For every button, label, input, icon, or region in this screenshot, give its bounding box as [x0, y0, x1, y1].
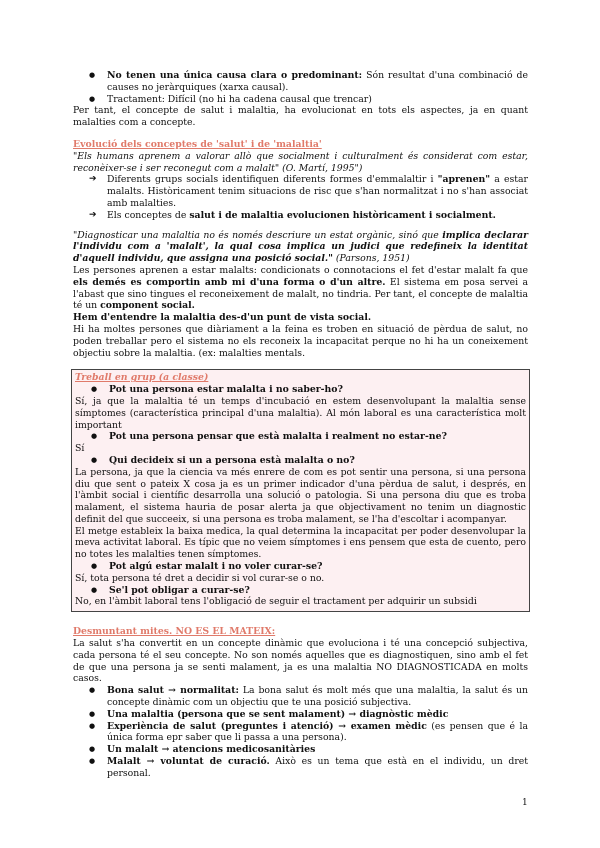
list-item: ● Una malaltia (persona que se sent malament) → diagnòstic mèdic: [73, 709, 528, 721]
section-heading-evolucio: Evolució dels conceptes de 'salut' i de 'malaltia': [73, 138, 322, 150]
quote-marti: "Els humans aprenem a valorar allò que socialment i culturalment és considerat com estar, reconèixer-se i ser reconegut com a malalt" (O. Martí, 1995"): [73, 150, 528, 174]
list-item: ● Tractament: Difícil (no hi ha cadena causal que trencar): [73, 94, 528, 106]
section-heading-mites: Desmuntant mites. NO ES EL MATEIX:: [73, 626, 276, 638]
answer: Sí, tota persona té dret a decidir si vol curar-se o no.: [75, 572, 325, 584]
question: ● Pot algú estar malalt i no voler curar-se?: [75, 561, 526, 573]
page-content: [73, 70, 528, 780]
paragraph-treball: Hi ha moltes persones que diàriament a la feina es troben en situació de pèrdua de salut, no poden treballar pero el sistema no els reconeix la incapacitat perque no hi ha un coneixement objectiu sobre la malaltia. (ex: malalties mentals.: [73, 323, 528, 359]
question: ● Pot una persona pensar que està malalta i realment no estar-ne?: [75, 431, 526, 443]
page-number: 1: [522, 798, 528, 808]
question: ● Qui decideix si un a persona està malalta o no?: [75, 455, 526, 467]
question: ● Se'l pot obligar a curar-se?: [75, 585, 526, 597]
list-item: ● Un malalt → atencions medicosanitàries: [73, 744, 528, 756]
list-item: ➔ Els conceptes de salut i de malaltia evolucionen històricament i socialment.: [73, 210, 528, 222]
qa-list: [75, 384, 526, 396]
conclusion-paragraph: Per tant, el concepte de salut i malaltia, ha evolucionat en tots els aspectes, ja en quant malalties com a concepte.: [73, 105, 528, 129]
paragraph-salut-dinamica: La salut s'ha convertit en un concepte dinàmic que evoluciona i té una concepció subjectiva, cada persona té el seu concepte. No son només aquelles que es diagnostiquen, sino amb el fet de que una persona ja se senti malament, ja es una malaltia NO DIAGNOSTICADA en molts casos.: [73, 638, 528, 685]
answer: No, en l'àmbit laboral tens l'obligació de seguir el tractament per adquirir un subsidi: [75, 596, 477, 608]
paragraph-aprenen: Les persones aprenen a estar malalts: condicionats o connotacions el fet d'estar malalt fa que els demés es comportin amb mi d'una forma o d'un altre. El sistema em posa servei a l'abast que sino tingues el reconeixement de malalt, no tindria. Per tant, el concepte de malaltia té un component social.: [73, 264, 528, 312]
answer: Sí: [75, 443, 85, 455]
bold-statement: Hem d'entendre la malaltia des-d'un punt de vista social.: [73, 312, 372, 324]
arrow-list: [73, 174, 528, 221]
answer: La persona, ja que la ciencia va més enrere de com es pot sentir una persona, si una persona diu que sent o pateix X cosa ja es un primer indicador d'una pèrdua de salut, i després, en l'àmbit social i científic desarrolla una solució o patologia. Si una persona diu que es troba malament, el sistema hauria de posar alerta ja que objectivament no tenim un diagnostic definit del que succeeix, si una persona es troba malament, se l'ha d'escoltar i acompanyar. El metge estableix la baixa medica, la qual determina la incapacitat per poder desenvolupar la meva activitat laboral. Es típic que no veiem símptomes i ens pensem que esta de cuento, pero no totes les malalties tenen símptomes.: [75, 466, 526, 561]
list-item: ➔ Diferents grups socials identifiquen diferents formes d'emmalaltir i "aprenen" a estar malalts. Històricament tenim situacions de risc que s'han normalitzat i no s'han associat amb malalties.: [73, 174, 528, 209]
top-bullet-list: [73, 70, 528, 105]
box-title: Treball en grup (a classe): [75, 372, 209, 384]
quote-parsons: "Diagnosticar una malaltia no és només descriure un estat orgànic, sinó que implica declarar l'individu com a 'malalt', la qual cosa implica un judici que redefineix la identitat d'aquell individu, que assigna una posició social." (Parsons, 1951): [73, 229, 528, 265]
list-item: ● No tenen una única causa clara o predominant: Són resultat d'una combinació de causes no jeràrquiques (xarxa causal).: [73, 70, 528, 94]
answer: Sí, ja que la malaltia té un temps d'incubació en estem desenvolupant la malaltia sense símptomes (característica principal d'una malaltia). Al món laboral es una característica molt important: [75, 395, 526, 431]
myths-list: [73, 685, 528, 779]
question: ● Pot una persona estar malalta i no saber-ho?: [75, 384, 526, 396]
group-work-box: [71, 369, 530, 612]
list-item: ● Experiència de salut (preguntes i atenció) → examen mèdic (es pensen que é la única forma epr saber que li passa a una persona).: [73, 721, 528, 745]
list-item: ● Malalt → voluntat de curació. Això es un tema que està en el individu, un dret personal.: [73, 756, 528, 780]
list-item: ● Bona salut → normalitat: La bona salut és molt més que una malaltia, la salut és un concepte dinàmic com un objectiu que te una posició subjectiva.: [73, 685, 528, 709]
